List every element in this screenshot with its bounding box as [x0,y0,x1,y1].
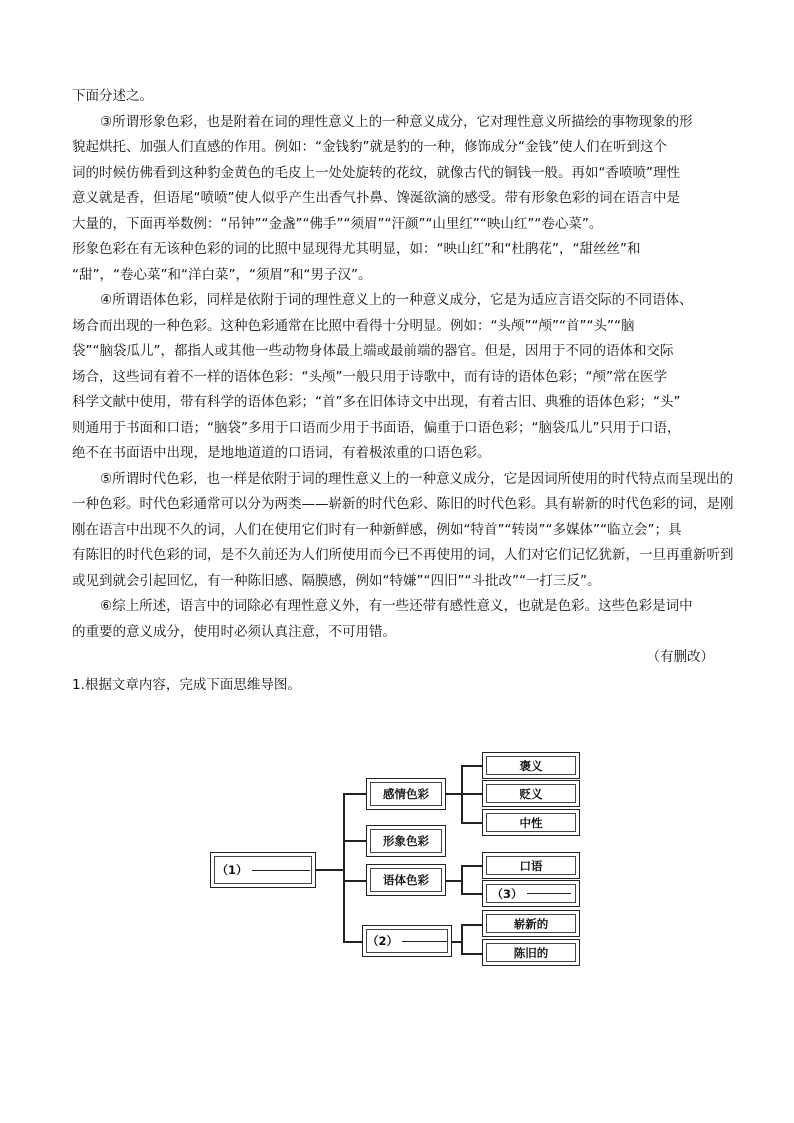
leaf-commend [482,752,580,779]
leaf-spoken [482,852,580,879]
paragraph-line: 貌起烘托、加强人们直感的作用。例如：“金钱豹”就是豹的一种，修饰成分“金钱”使人们在听到这个 [72,139,667,155]
blank-1-label: （1） [216,863,248,877]
connector [343,793,345,942]
paragraph-line: 场合，这些词有着不一样的语体色彩：“头颅”一般只用于诗歌中，而有诗的语体色彩；“颅”常在医学 [72,368,667,385]
paragraph-line: 科学文献中使用，带有科学的语体色彩；“首”多在旧体诗文中出现，有着古旧、典雅的语体色彩；“头” [72,394,681,410]
paragraph-line: 绝不在书面语中出现，是地地道道的口语词，有着极浓重的口语色彩。 [72,445,491,461]
article-text [72,84,734,698]
paragraph-line: “甜”，“卷心菜”和“洋白菜”，“须眉”和“男子汉”。 [72,266,372,283]
leaf-old-label: 陈旧的 [486,943,576,962]
leaf-commend-label: 褒义 [486,756,576,775]
blank-3-label: （3） [491,886,523,901]
mindmap-root-inner [214,856,312,884]
paragraph-6 [72,594,724,645]
leaf-blank-3-inner [486,884,576,903]
blank-2-line[interactable] [402,941,447,942]
paragraph-4 [72,288,724,467]
blank-2-label: （2） [367,934,399,948]
leaf-neutral [482,809,580,836]
paragraph-line: 下面分述之。 [72,88,153,104]
leaf-old [482,939,580,966]
connector [461,765,483,767]
connector [461,893,483,895]
connector [446,793,462,795]
paragraph-line: 有陈旧的时代色彩的词，是不久前还为人们所使用而今已不再使用的词，人们对它们记忆犹新，一旦再重新听到 [72,547,734,563]
connector [461,865,463,894]
branch-style-label: 语体色彩 [370,868,442,892]
connector [461,924,483,926]
paragraph-line: 意义就是香，但语尾“喷喷”使人似乎产生出香气扑鼻、馋涎欲滴的感受。带有形象色彩的词在语言中是 [72,190,680,206]
connector [461,924,463,954]
paragraph-line: ⑥综上所述，语言中的词除必有理性意义外，有一些还带有感性意义，也就是色彩。这些色彩是词中 [100,598,693,614]
branch-image-label: 形象色彩 [370,829,442,853]
connector [461,865,483,867]
paragraph-line: 词的时候仿佛看到这种豹金黄色的毛皮上一处处旋转的花纹，就像古代的铜钱一般。再如“香喷喷”理性 [72,164,680,181]
connector [316,869,344,871]
leaf-derogatory-label: 贬义 [486,784,576,803]
blank-3-line[interactable] [527,893,571,894]
paragraph-line: 一种色彩。时代色彩通常可以分为两类——崭新的时代色彩、陈旧的时代色彩。具有崭新的时代色彩的词，是刚 [72,496,734,512]
branch-era-inner [366,929,448,953]
paragraph-line: ③所谓形象色彩，也是附着在词的理性意义上的一种意义成分，它对理性意义所描绘的事物现象的形 [100,113,693,130]
leaf-neutral-label: 中性 [486,813,576,832]
connector [461,822,483,824]
blank-1-line[interactable] [252,870,310,871]
paragraph-line: 则通用于书面和口语；“脑袋”多用于口语而少用于书面语，偏重于口语色彩；“脑袋瓜儿”只用于口语， [72,419,681,436]
branch-image [366,825,446,857]
leaf-spoken-label: 口语 [486,856,576,875]
branch-emotion [366,778,446,810]
question-text: 1.根据文章内容，完成下面思维导图。 [72,676,301,693]
paragraph-line: ④所谓语体色彩，同样是依附于词的理性意义上的一种意义成分，它是为适应言语交际的不同语体、 [100,292,693,308]
paragraph-line: 场合而出现的一种色彩。这种色彩通常在比照中看得十分明显。例如：“头颅”“颅”“首”“头”“脑 [72,317,635,334]
paragraph-line: 大量的，下面再举数例：“吊钟”“金盏”“佛手”“须眉”“汗颜”“山里红”“映山红”“卷心菜”。 [72,215,603,232]
connector [343,880,367,882]
paragraph-5 [72,467,734,595]
branch-emotion-label: 感情色彩 [370,782,442,806]
leaf-blank-3 [482,880,580,907]
mindmap-root [210,852,316,888]
paragraph-line: 袋”“脑袋瓜儿”，都指人或其他一些动物身体最上端或最前端的器官。但是，因用于不同的语体和交际 [72,343,674,359]
leaf-new [482,910,580,937]
paragraph-line: 的重要的意义成分，使用时必须认真注意，不可用错。 [72,623,396,640]
connector [461,953,483,955]
paragraph-line: 刚在语言中出现不久的词，人们在使用它们时有一种新鲜感，例如“特首”“转岗”“多媒体”“临立会”；具 [72,521,682,538]
source-note: （有删改） [646,649,714,665]
connector [343,793,367,795]
paragraph-line: ⑤所谓时代色彩，也一样是依附于词的理性意义上的一种意义成分，它是因词所使用的时代特点而呈现出的 [100,470,734,487]
paragraph-line: 或见到就会引起回忆，有一种陈旧感、隔膜感，例如“特嫌”“四旧”“斗批改”“一打三反”。 [72,572,601,589]
connector [461,793,483,795]
paragraph-3 [72,110,724,289]
leaf-new-label: 崭新的 [486,914,576,933]
connector [446,880,462,882]
branch-era [362,925,452,957]
branch-style [366,864,446,896]
leaf-derogatory [482,780,580,807]
connector [343,840,367,842]
paragraph-line: 形象色彩在有无该种色彩的词的比照中显现得尤其明显，如：“映山红”和“杜鹃花”，“甜丝丝”和 [72,241,641,257]
